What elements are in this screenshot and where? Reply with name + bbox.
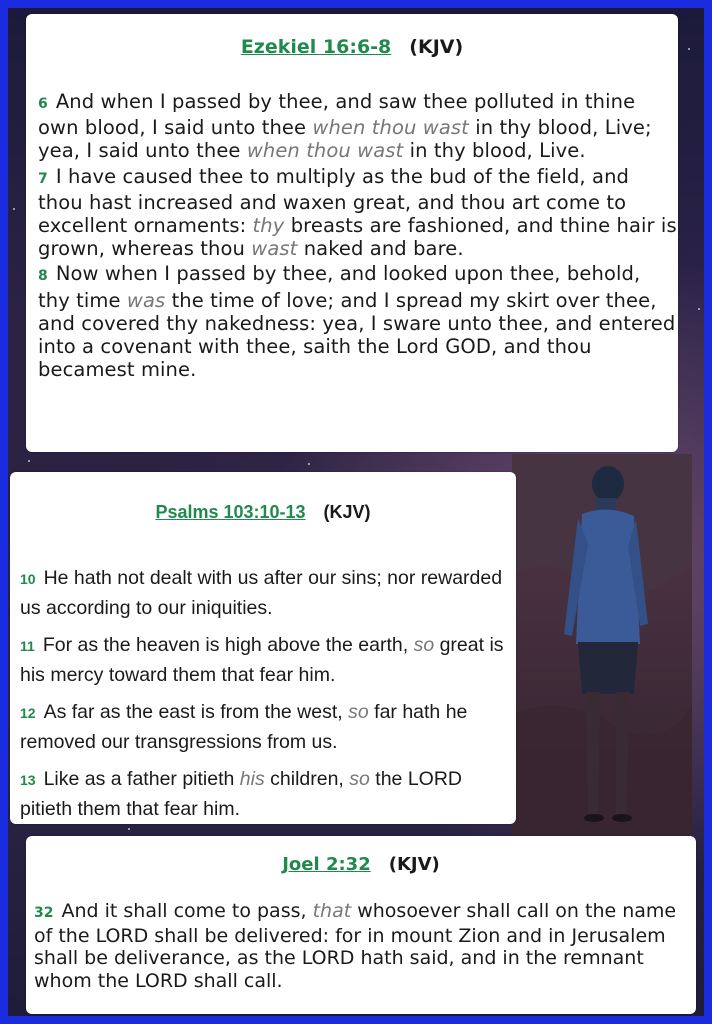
verse-italic-text: thy [252, 214, 285, 238]
verse-number: 10 [20, 571, 36, 587]
person-silhouette-image [512, 454, 692, 848]
verse-italic-text: wast [251, 237, 298, 261]
verse-paragraph [20, 631, 514, 690]
joel-verse-card [26, 836, 696, 1014]
verse-text: breasts are fashioned, and thine hair is grown, whereas thou [38, 214, 677, 261]
verse-number: 13 [20, 772, 36, 788]
version-label: (KJV) [323, 502, 371, 522]
psalms-verse-card [10, 472, 516, 824]
verse-italic-text: his [239, 768, 265, 790]
version-label: (KJV) [388, 854, 440, 875]
verse-body [20, 564, 514, 832]
verse-text: Like as a father pitieth [43, 768, 240, 790]
verse-text: the LORD pitieth them that fear him. [20, 768, 462, 820]
verse-text: For as the heaven is high above the earth, [42, 634, 414, 656]
ezekiel-verse-card [26, 14, 678, 452]
verse-text: I have caused thee to multiply as the bud of the field, and thou hast increased and waxen great, and thou art come to excellent ornaments: [38, 164, 630, 238]
verse-text: And it shall come to pass, [61, 900, 313, 922]
reference-link[interactable]: Psalms 103:10-13 [155, 502, 306, 522]
verse-italic-text: when thou wast [312, 116, 469, 140]
version-label: (KJV) [409, 36, 464, 58]
verse-italic-text: so [349, 768, 370, 790]
verse-paragraph [38, 90, 678, 163]
verse-number: 11 [20, 638, 35, 654]
verse-text: in thy blood, Live. [403, 139, 586, 163]
star [698, 308, 700, 310]
verse-paragraph [20, 698, 514, 757]
starry-background [8, 8, 704, 1016]
verse-body [38, 90, 678, 383]
verse-number: 7 [38, 170, 48, 187]
verse-text: He hath not dealt with us after our sins; nor rewarded us according to our iniquities. [20, 567, 503, 619]
verse-italic-text: was [126, 288, 166, 312]
reference-link[interactable]: Joel 2:32 [282, 854, 371, 875]
verse-text: whosoever shall call on the name of the LORD shall be delivered: for in mount Zion and in Jerusalem shall be deliverance, as the LORD hath said, and in the remnant whom the LORD shall call. [34, 900, 677, 992]
star [688, 48, 690, 50]
verse-paragraph [34, 900, 696, 992]
verse-number: 6 [38, 96, 48, 112]
verse-italic-text: so [413, 634, 435, 656]
verse-paragraph [38, 165, 678, 261]
star [13, 208, 15, 210]
verse-text: And when I passed by thee, and saw thee polluted in thine own blood, I said unto thee [38, 90, 636, 140]
verse-paragraph [20, 564, 514, 623]
verse-text: in thy blood, Live; yea, I said unto thee [38, 116, 652, 163]
verse-reference-header [10, 502, 516, 523]
verse-italic-text: so [348, 701, 369, 723]
verse-body [34, 900, 696, 992]
verse-text: the time of love; and I spread my skirt over thee, and covered thy nakedness: yea, I sware unto thee, and entered into a covenant with thee, saith the Lord GOD, and thou becamest mine. [38, 288, 676, 382]
verse-text: Now when I passed by thee, and looked upon thee, behold, thy time [38, 262, 641, 312]
verse-text: children, [264, 768, 350, 790]
verse-paragraph [20, 765, 514, 824]
verse-text: far hath he removed our transgressions from us. [20, 701, 468, 753]
verse-number: 32 [34, 905, 54, 921]
verse-italic-text: when thou wast [246, 139, 404, 163]
verse-number: 8 [38, 268, 48, 285]
person-photo [512, 454, 692, 848]
verse-number: 12 [20, 705, 36, 721]
star [308, 463, 310, 465]
verse-text: As far as the east is from the west, [43, 701, 349, 723]
verse-paragraph [38, 262, 678, 381]
verse-text: naked and bare. [297, 237, 464, 261]
star [28, 460, 30, 462]
verse-reference-header [26, 36, 678, 58]
verse-reference-header [26, 854, 696, 875]
verse-italic-text: that [312, 900, 352, 922]
verse-text: great is his mercy toward them that fear him. [20, 634, 504, 686]
reference-link[interactable]: Ezekiel 16:6-8 [240, 36, 392, 58]
